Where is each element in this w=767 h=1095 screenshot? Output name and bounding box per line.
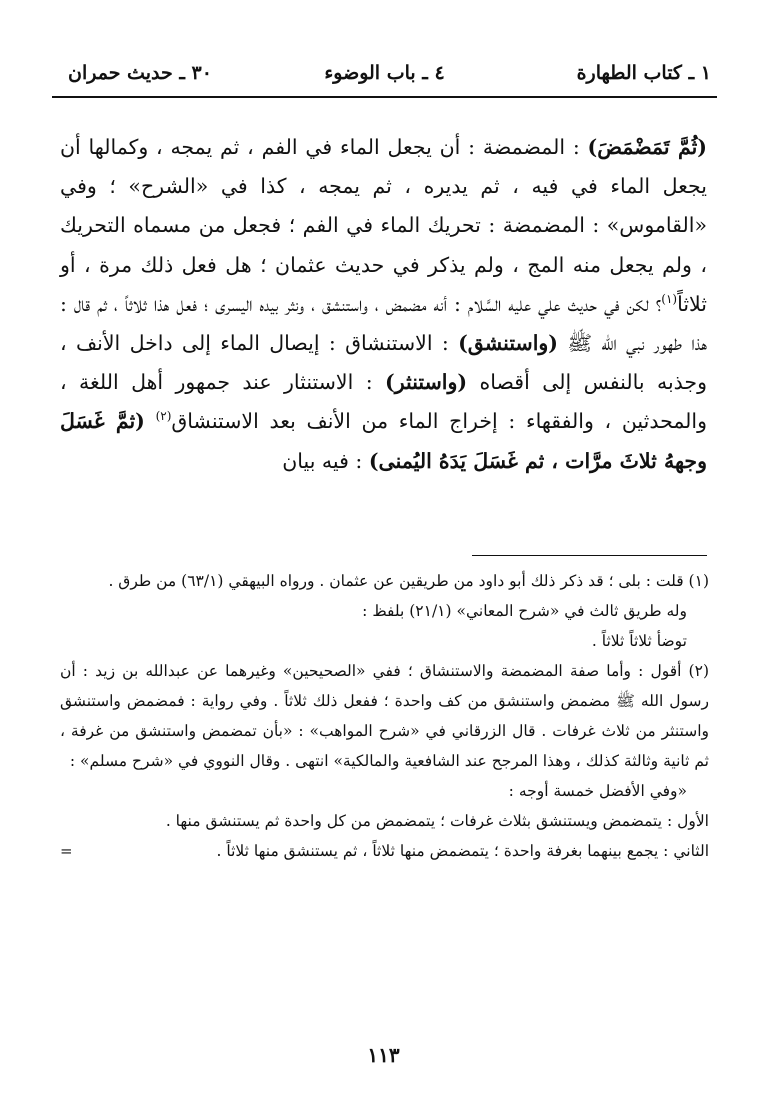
commentary-text: : المضمضة : أن يجعل الماء في الفم ، ثم يمجه ، وكمالها أن يجعل الماء في فيه ، ثم يديره ، ثم يمجه ، كذا في «الشرح» ؛ وفي «القاموس» : المضمضة : تحريك الماء في الفم ؛ فجعل من مسماه التحريك ، ولم يجعل منه المج ، ولم يذكر في حديث عثمان ؛ هل فعل ذلك مرة ، أو ثلاثاً (60, 135, 707, 316)
header-chapter-title: ٤ ـ باب الوضوء (324, 62, 445, 84)
hadith-quote-istinthar: (واستنثر) (385, 370, 468, 395)
commentary-text: : الاستنشاق : إيصال الماء إلى داخل الأنف ، وجذبه بالنفس إلى أقصاه (60, 331, 707, 395)
footnote-2-line: الأول : يتمضمض ويستنشق بثلاث غرفات ؛ يتمضمض من كل واحدة ثم يستنشق منها . (165, 812, 709, 830)
footnote-ref-2: (٢) (155, 409, 172, 424)
footnote-divider (472, 555, 707, 556)
commentary-text (145, 409, 156, 433)
footnote-1-line: توضأ ثلاثاً ثلاثاً . (591, 632, 687, 650)
header-book-title: ١ ـ كتاب الطهارة (576, 62, 711, 84)
hadith-quote-washing: (ثمَّ غَسَلَ وجههُ ثلاثَ مرَّات ، ثم غَسَلَ يَدَهُ اليُمنى) (60, 409, 707, 473)
footnote-2-line: «وفي الأفضل خمسة أوجه : (508, 782, 687, 800)
header-divider (52, 96, 717, 98)
footnote-1-line: وله طريق ثالث في «شرح المعاني» (٢١/١) بلفظ : (362, 602, 687, 620)
footnote-2-line: الثاني : يجمع بينهما بغرفة واحدة ؛ يتمضمض منها ثلاثاً ، ثم يستنشق منها ثلاثاً . (216, 842, 709, 860)
running-header (50, 58, 719, 92)
commentary-text: : الاستنثار عند جمهور أهل اللغة ، والمحدثين ، والفقهاء : إخراج الماء من الأنف بعد الاستنشاق (60, 370, 708, 434)
footnote-ref-1: (١) (661, 291, 678, 306)
main-text (60, 128, 707, 481)
main-paragraph (60, 128, 707, 481)
footnotes (60, 566, 709, 866)
commentary-text: ؟ لكن في حديث علي عليه السَّلام : أنه مضمض ، واستنشق ، ونثر بيده اليسرى ؛ فعل هذا ثلاثاً ، ثم قال : هذا طهور نبي الله ﷺ (60, 291, 707, 356)
commentary-text: : فيه بيان (282, 448, 369, 473)
header-hadith-title: ٣٠ ـ حديث حمران (68, 62, 212, 84)
continuation-mark: = (60, 842, 73, 860)
hadith-quote-madmada: (ثُمَّ تَمَضْمَضَ) (587, 135, 708, 159)
footnote-1: (١) قلت : بلى ؛ قد ذكر ذلك أبو داود من طريقين عن عثمان . ورواه البيهقي (٦٣/١) من طرق . (108, 572, 709, 590)
footnote-2: (٢) أقول : وأما صفة المضمضة والاستنشاق ؛ ففي «الصحيحين» وغيرهما عن عبدالله بن زيد : أن رسول الله ﷺ مضمض واستنشق من كف واحدة ؛ ففعل ذلك ثلاثاً . وفي رواية : فمضمض واستنشق واستنثر من ثلاث غرفات . قال الزرقاني في «شرح المواهب» : «بأن تمضمض واستنشق من غرفة ، ثم ثانية وثالثة كذلك ، وهذا المرجح عند الشافعية والمالكية» انتهى . وقال النووي في «شرح مسلم» : (60, 662, 709, 770)
hadith-quote-istinshaq: (واستنشق) (458, 331, 559, 356)
page-number: ١١٣ (367, 1043, 400, 1067)
